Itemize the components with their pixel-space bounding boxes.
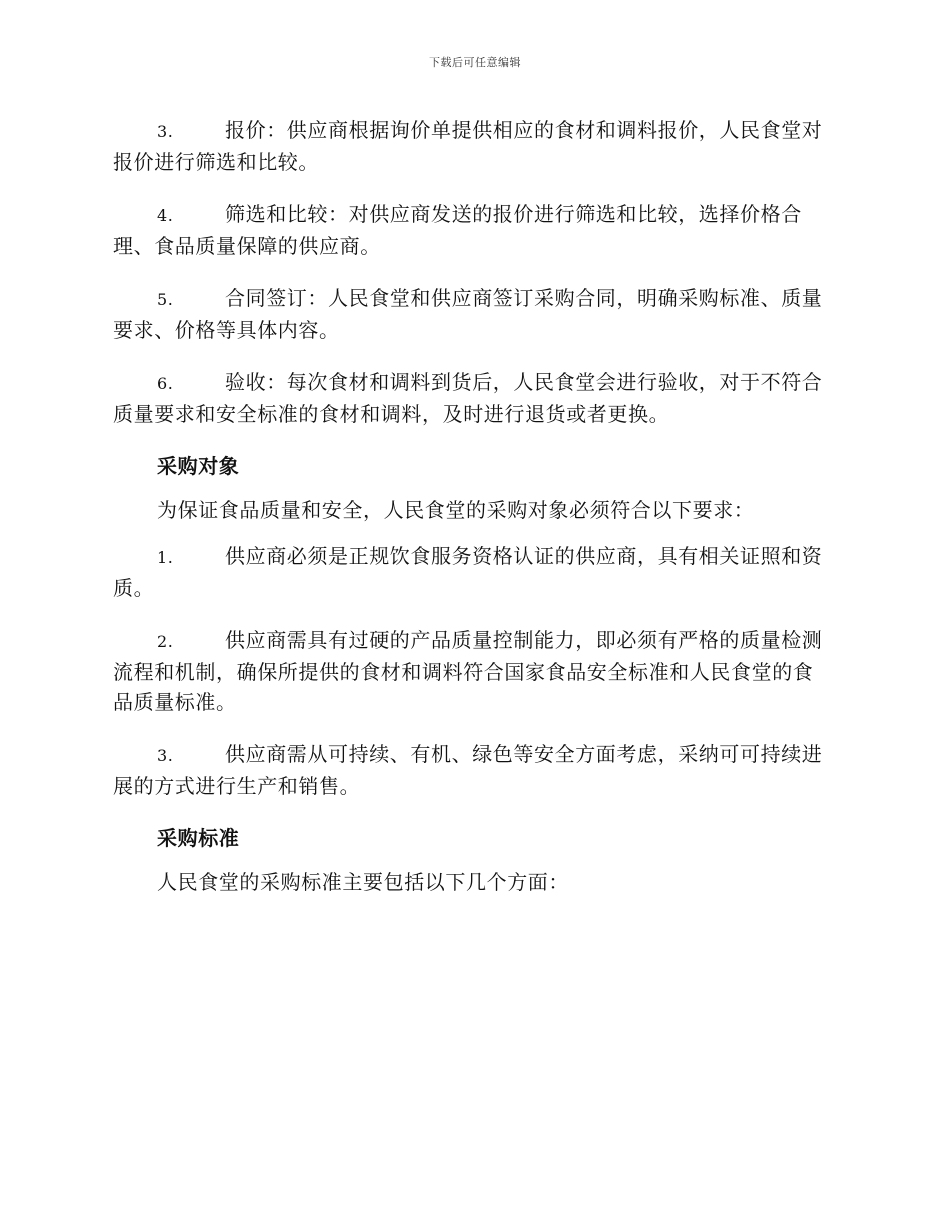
list-item-number: 2. [157, 632, 174, 651]
section-intro-procurement-standards: 人民食堂的采购标准主要包括以下几个方面： [157, 870, 569, 894]
list-item [113, 541, 833, 603]
document-body [113, 115, 833, 897]
list-item-number: 5. [157, 290, 174, 309]
list-item-number: 1. [157, 548, 174, 567]
list-item-number: 3. [157, 122, 174, 141]
list-item-text: 报价：供应商根据询价单提供相应的食材和调料报价，人民食堂对报价进行筛选和比较。 [113, 118, 823, 174]
list-item [113, 283, 833, 345]
list-item-text: 供应商需具有过硬的产品质量控制能力，即必须有严格的质量检测流程和机制，确保所提供的食材和调料符合国家食品安全标准和人民食堂的食品质量标准。 [113, 628, 823, 714]
list-item-text: 供应商需从可持续、有机、绿色等安全方面考虑，采纳可可持续进展的方式进行生产和销售。 [113, 742, 823, 798]
list-item-text: 筛选和比较：对供应商发送的报价进行筛选和比较，选择价格合理、食品质量保障的供应商。 [113, 202, 802, 258]
list-item-text: 供应商必须是正规饮食服务资格认证的供应商，具有相关证照和资质。 [113, 544, 823, 600]
list-item [113, 367, 833, 429]
list-item [113, 199, 833, 261]
list-item-text: 验收：每次食材和调料到货后，人民食堂会进行验收，对于不符合质量要求和安全标准的食材和调料，及时进行退货或者更换。 [113, 370, 823, 426]
list-item-number: 6. [157, 374, 174, 393]
list-item-number: 4. [157, 206, 174, 225]
list-item-number: 3. [157, 746, 174, 765]
list-item [113, 115, 833, 177]
list-item [113, 739, 833, 801]
section-heading-procurement-objects: 采购对象 [157, 454, 240, 478]
list-item [113, 625, 833, 717]
section-heading-procurement-standards: 采购标准 [157, 826, 240, 850]
page-header-note: 下载后可任意编辑 [429, 56, 521, 69]
section-intro-procurement-objects: 为保证食品质量和安全，人民食堂的采购对象必须符合以下要求： [157, 498, 755, 522]
list-item-text: 合同签订：人民食堂和供应商签订采购合同，明确采购标准、质量要求、价格等具体内容。 [113, 286, 823, 342]
